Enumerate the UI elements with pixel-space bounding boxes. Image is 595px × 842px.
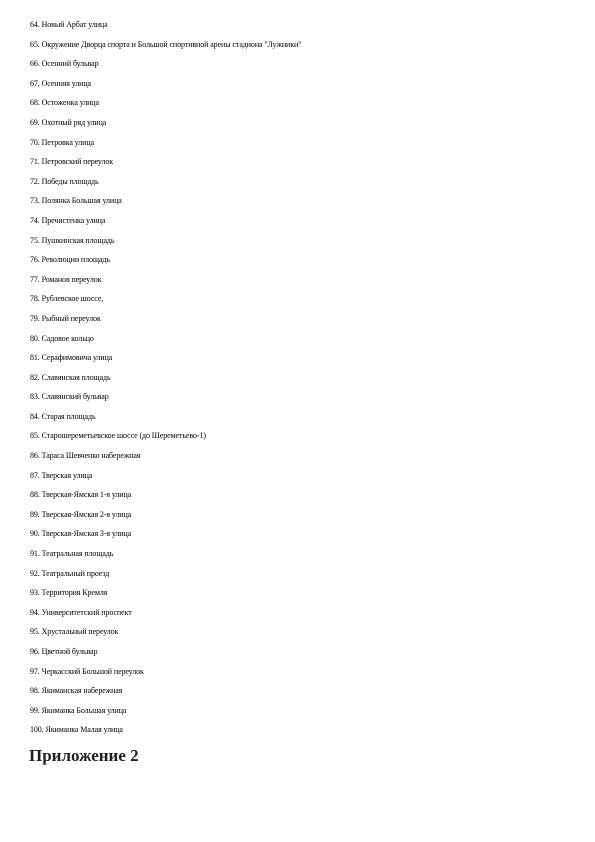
street-list-item: 81. Серафимовича улица: [30, 353, 113, 363]
street-list-item: 77. Романов переулок: [30, 274, 102, 284]
street-list-item: 74. Пречистенка улица: [30, 215, 106, 225]
street-list-item: 98. Якиманская набережная: [30, 686, 123, 696]
street-list-item: 88. Тверская-Ямская 1-я улица: [30, 490, 132, 500]
street-list-item: 68. Остоженка улица: [30, 98, 99, 108]
street-list-item: 100. Якиманка Малая улица: [30, 725, 123, 735]
street-list-item: 69. Охотный ряд улица: [30, 117, 107, 127]
street-list-item: 83. Славянский бульвар: [30, 392, 109, 402]
street-list-item: 71. Петровский переулок: [30, 157, 114, 167]
street-list-item: 75. Пушкинская площадь: [30, 235, 115, 245]
street-list-item: 72. Победы площадь: [30, 176, 99, 186]
appendix-heading: Приложение 2: [29, 746, 139, 765]
street-list-item: 89. Тверская-Ямская 2-я улица: [30, 509, 132, 519]
street-list-item: 97. Черкасский Большой переулок: [30, 666, 144, 676]
street-list-item: 85. Старошереметьевское шоссе (до Шереметьево-1): [30, 431, 206, 441]
street-list-item: 87. Тверская улица: [30, 470, 93, 480]
street-list: [30, 15, 301, 740]
street-list-item: 82. Славянская площадь: [30, 372, 111, 382]
street-list-item: 92. Театральный проезд: [30, 568, 110, 578]
street-list-item: 95. Хрустальный переулок: [30, 627, 119, 637]
street-list-item: 67. Осенняя улица: [30, 78, 91, 88]
street-list-item: 70. Петровка улица: [30, 137, 94, 147]
street-list-item: 73. Полянка Большая улица: [30, 196, 122, 206]
street-list-item: 66. Осенний бульвар: [30, 59, 99, 69]
street-list-item: 65. Окружение Дворца спорта и Большой спортивной арены стадиона "Лужники": [30, 39, 302, 49]
street-list-item: 76. Революции площадь: [30, 255, 110, 265]
street-list-item: 80. Садовое кольцо: [30, 333, 94, 343]
street-list-item: 99. Якиманка Большая улица: [30, 705, 127, 715]
street-list-item: 93. Территория Кремля: [30, 588, 108, 598]
street-list-item: 78. Рублевское шоссе,: [30, 294, 104, 304]
street-list-item: 86. Тараса Шевченко набережная: [30, 451, 141, 461]
street-list-item: 79. Рыбный переулок: [30, 313, 101, 323]
street-list-item: 84. Старая площадь: [30, 411, 96, 421]
street-list-item: 90. Тверская-Ямская 3-я улица: [30, 529, 132, 539]
street-list-item: 96. Цветной бульвар: [30, 647, 98, 656]
street-list-item: 91. Театральная площадь: [30, 549, 114, 559]
street-list-item: 94. Университетский проспект: [30, 607, 132, 617]
street-list-item: 64. Новый Арбат улица: [30, 20, 108, 29]
